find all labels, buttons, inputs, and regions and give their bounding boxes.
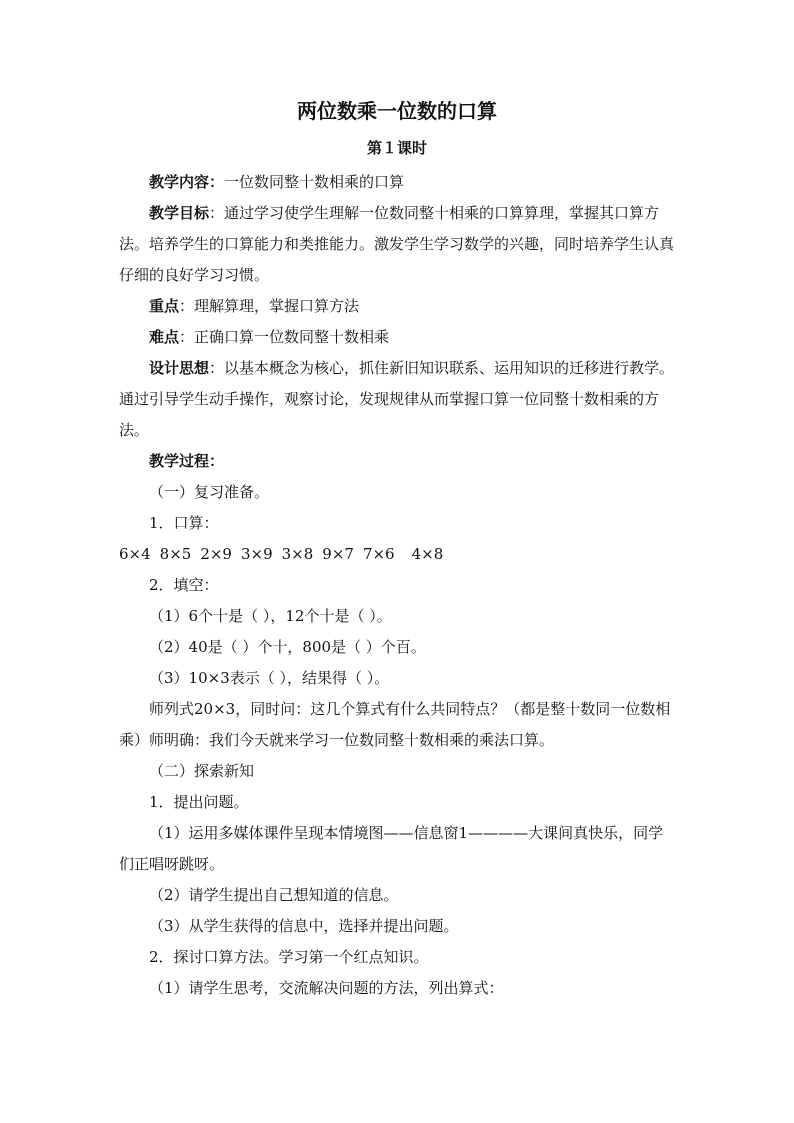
page-title: 两位数乘一位数的口算 — [297, 99, 497, 123]
method-step-1: （1）请学生思考，交流解决问题的方法，列出算式： — [149, 979, 504, 997]
process-label: 教学过程： — [149, 452, 225, 470]
design-idea-text: ：以基本概念为核心，抓住新旧知识联系、运用知识的迁移进行教学。通过引导学生动手操作，观察讨论，发现规律从而掌握口算一位同整十数相乘的方法。 — [119, 359, 675, 439]
calc-item: 6×4 — [119, 545, 151, 563]
difficulty-label: 难点 — [149, 328, 180, 346]
calc-item: 8×5 — [159, 545, 192, 563]
teacher-paragraph: 师列式20×3，同时问：这几个算式有什么共同特点？（都是整十数同一位数相乘）师明确：我们今天就来学习一位数同整十数相乘的乘法口算。 — [119, 700, 671, 749]
section-explore: （二）探索新知 — [149, 762, 255, 780]
process-heading — [119, 446, 675, 477]
teaching-content-label: 教学内容： — [149, 173, 225, 191]
key-point-label: 重点 — [149, 297, 180, 315]
key-point-text: ：理解算理，掌握口算方法 — [179, 297, 360, 315]
teaching-goal-text: ：通过学习使学生理解一位数同整十相乘的口算算理，掌握其口算方法。培养学生的口算能力和类推能力。激发学生学习数学的兴趣，同时培养学生认真仔细的良好学习习惯。 — [119, 204, 675, 284]
teaching-goal-label: 教学目标 — [149, 204, 210, 222]
item-fill-blank: 2．填空： — [149, 576, 219, 594]
design-idea-label: 设计思想 — [149, 359, 210, 377]
fill-question-1: （1）6个十是（ ），12个十是（ ）。 — [149, 607, 392, 625]
fill-question-3: （3）10×3表示（ ），结果得（ ）。 — [149, 669, 390, 687]
question-step-2: （2）请学生提出自己想知道的信息。 — [149, 886, 399, 904]
question-step-1: （1）运用多媒体课件呈现本情境图——信息窗1————大课间真快乐，同学们正唱呀跳呀。 — [119, 824, 664, 873]
calc-item: 7×6 — [362, 545, 395, 563]
calc-item: 3×8 — [281, 545, 314, 563]
lesson-subtitle: 第１课时 — [366, 139, 427, 157]
item-raise-question: 1．提出问题。 — [149, 793, 249, 811]
calc-item: 2×9 — [200, 545, 232, 563]
calc-row — [119, 539, 675, 570]
teaching-content-paragraph — [119, 167, 675, 198]
design-idea-paragraph — [119, 353, 675, 446]
difficulty-text: ：正确口算一位数同整十数相乘 — [179, 328, 390, 346]
item-explore-method: 2．探讨口算方法。学习第一个红点知识。 — [149, 948, 429, 966]
section-review: （一）复习准备。 — [149, 483, 270, 501]
calc-item: 9×7 — [322, 545, 354, 563]
document-body — [119, 167, 675, 1004]
fill-question-2: （2）40是（ ）个十，800是（ ）个百。 — [149, 638, 426, 656]
item-mental-calc: 1．口算： — [149, 514, 219, 532]
key-point-paragraph — [119, 291, 675, 322]
teaching-content-text: 一位数同整十数相乘的口算 — [224, 173, 405, 191]
question-step-3: （3）从学生获得的信息中，选择并提出问题。 — [149, 917, 459, 935]
calc-item: 3×9 — [240, 545, 273, 563]
calc-item: 4×8 — [411, 545, 444, 563]
difficulty-paragraph — [119, 322, 675, 353]
teaching-goal-paragraph — [119, 198, 675, 291]
